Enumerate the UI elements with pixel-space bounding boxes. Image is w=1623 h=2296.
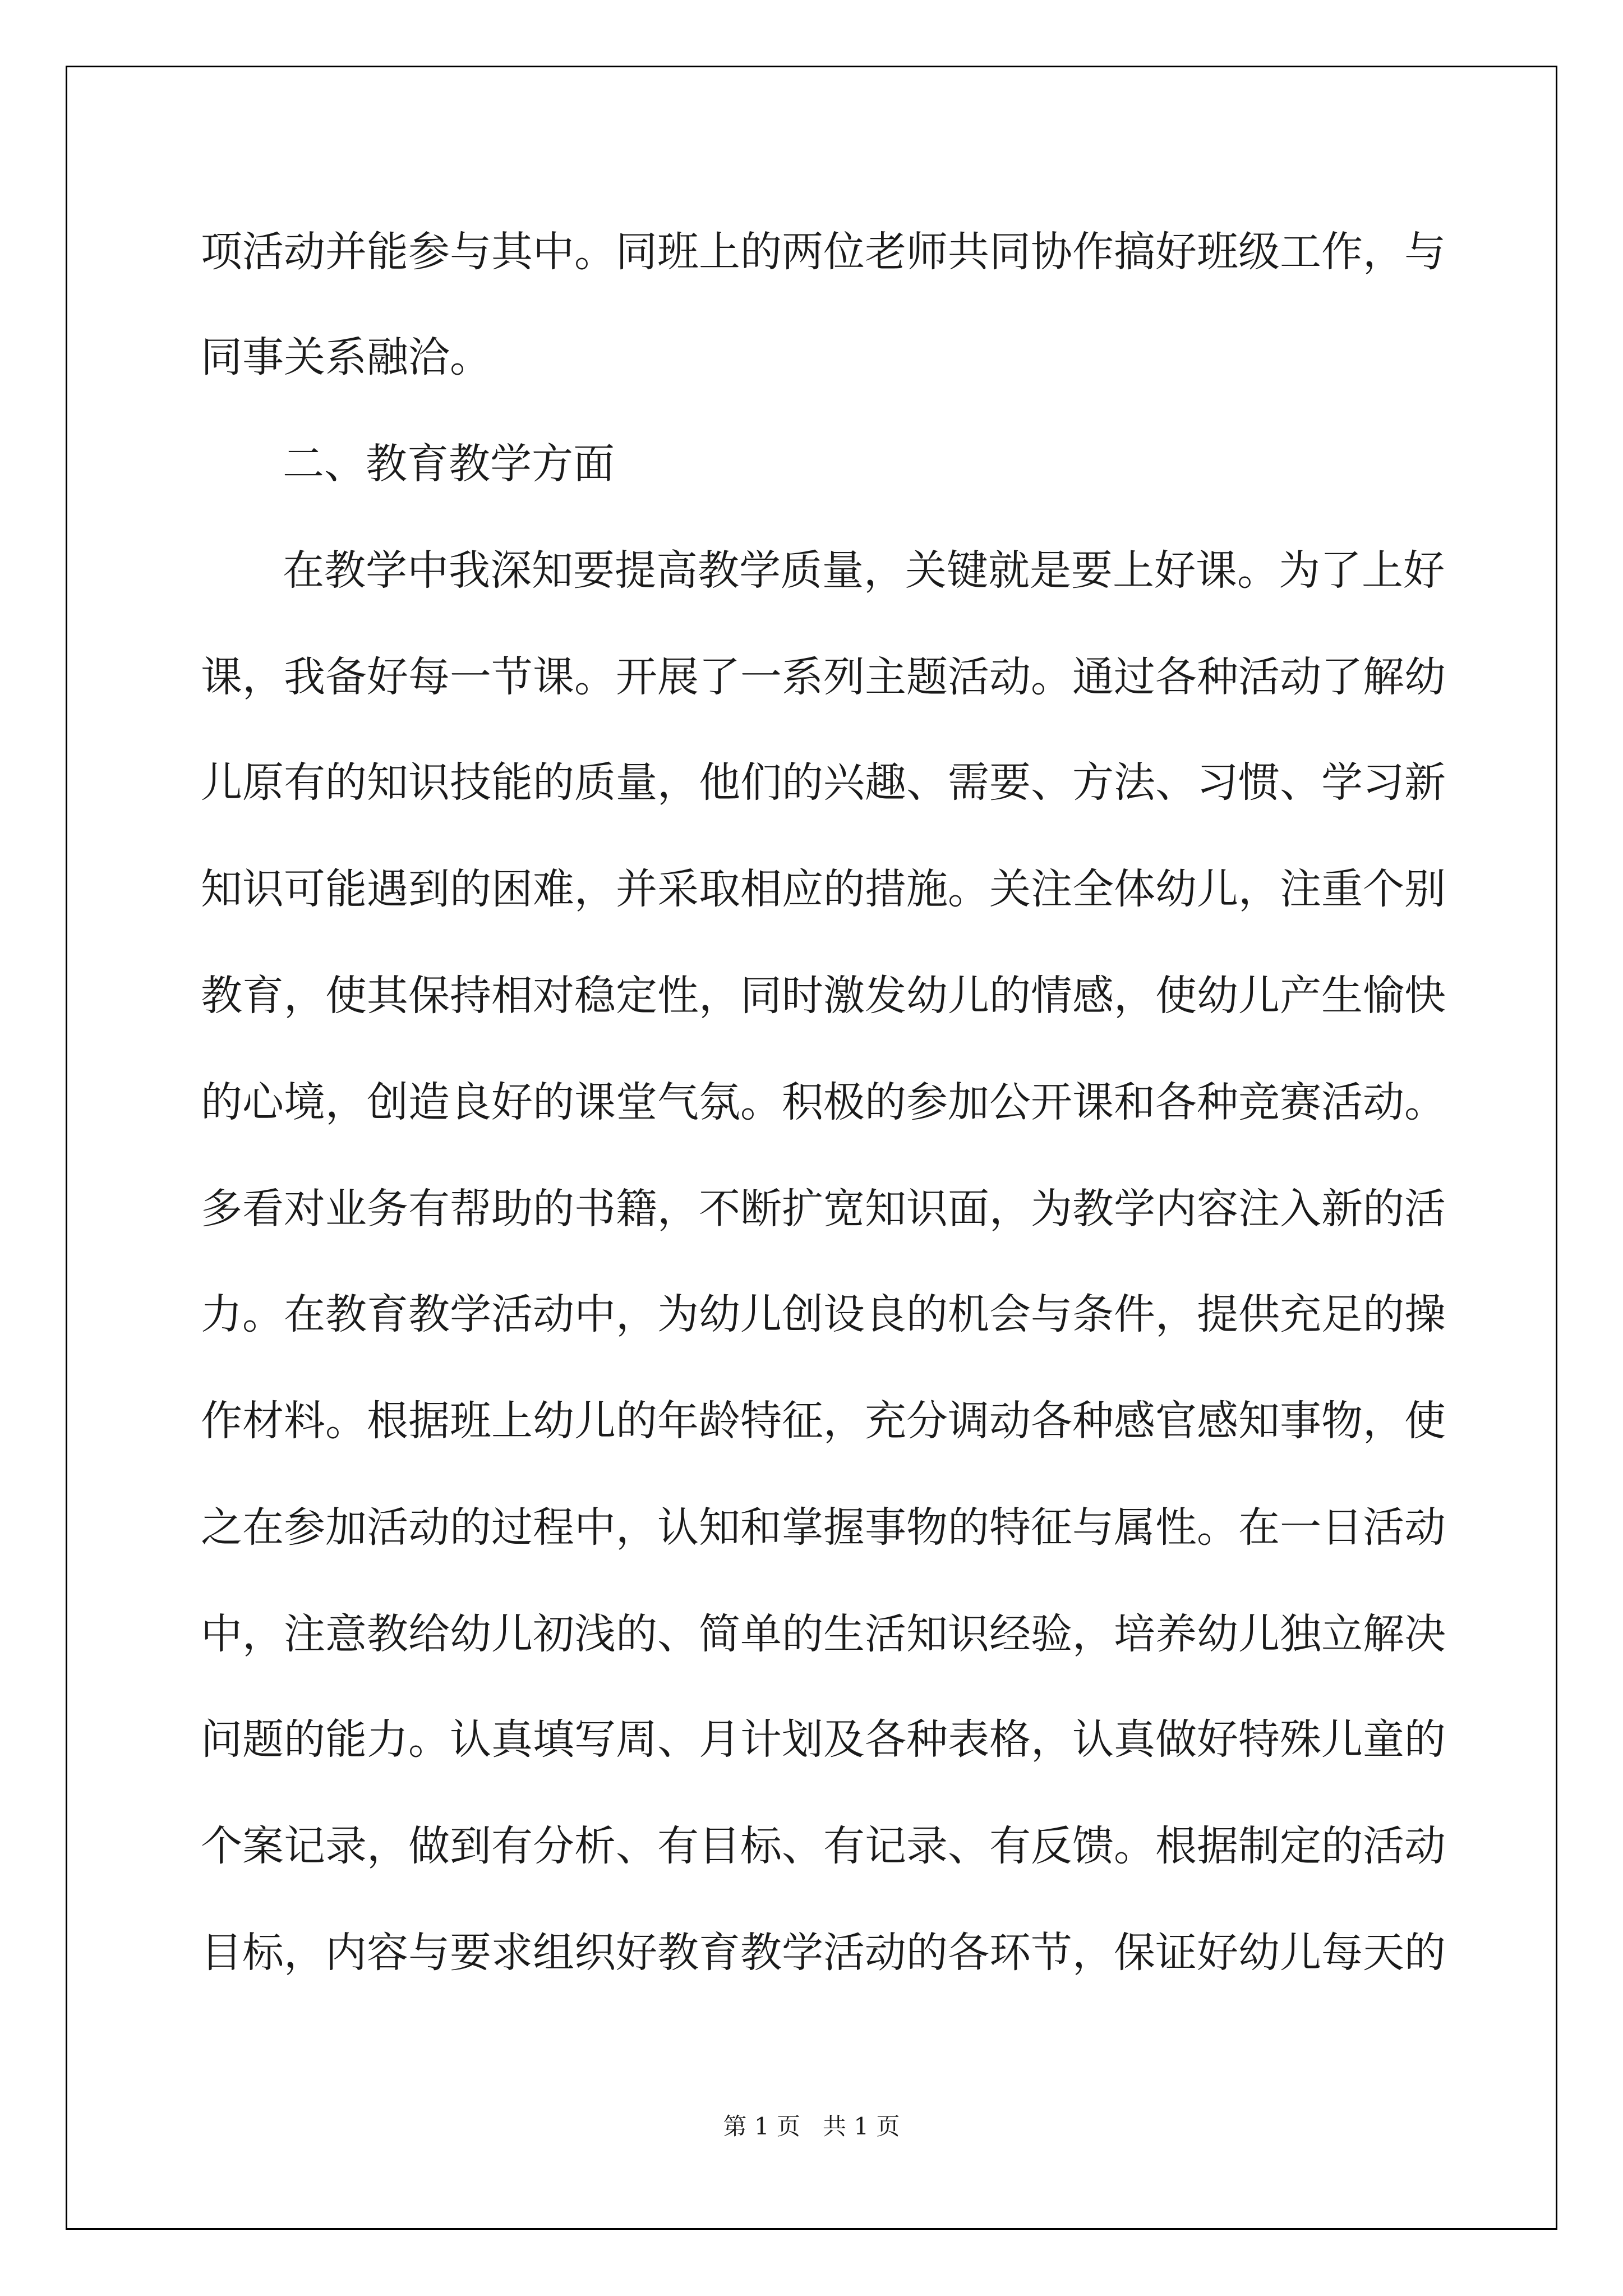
text-line: 知识可能遇到的困难，并采取相应的措施。关注全体幼儿，注重个别 [201, 865, 1446, 913]
page-number-footer: 第 1 页 共 1 页 [723, 2113, 900, 2140]
text-line: 问题的能力。认真填写周、月计划及各种表格，认真做好特殊儿童的 [201, 1715, 1446, 1764]
text-line: 之在参加活动的过程中，认知和掌握事物的特征与属性。在一日活动 [201, 1503, 1446, 1552]
text-line: 中，注意教给幼儿初浅的、简单的生活知识经验，培养幼儿独立解决 [201, 1610, 1446, 1658]
section-heading: 二、教育教学方面 [283, 440, 615, 488]
text-line: 个案记录，做到有分析、有目标、有记录、有反馈。根据制定的活动 [201, 1822, 1446, 1870]
text-line: 多看对业务有帮助的书籍，不断扩宽知识面，为教学内容注入新的活 [201, 1185, 1446, 1233]
text-line: 作材料。根据班上幼儿的年龄特征，充分调动各种感官感知事物，使 [201, 1397, 1446, 1445]
text-line: 的心境，创造良好的课堂气氛。积极的参加公开课和各种竞赛活动。 [201, 1078, 1446, 1126]
text-line: 同事关系融洽。 [201, 333, 491, 381]
text-line: 课，我备好每一节课。开展了一系列主题活动。通过各种活动了解幼 [201, 653, 1446, 701]
text-line: 儿原有的知识技能的质量，他们的兴趣、需要、方法、习惯、学习新 [201, 758, 1446, 807]
text-line: 目标，内容与要求组织好教育教学活动的各环节，保证好幼儿每天的 [201, 1929, 1446, 1977]
text-line: 在教学中我深知要提高教学质量，关键就是要上好课。为了上好 [283, 546, 1445, 595]
text-line: 教育，使其保持相对稳定性，同时激发幼儿的情感，使幼儿产生愉快 [201, 972, 1446, 1020]
page-border [66, 66, 1557, 2230]
text-line: 项活动并能参与其中。同班上的两位老师共同协作搞好班级工作，与 [201, 228, 1446, 276]
text-line: 力。在教育教学活动中，为幼儿创设良的机会与条件，提供充足的操 [201, 1290, 1446, 1338]
